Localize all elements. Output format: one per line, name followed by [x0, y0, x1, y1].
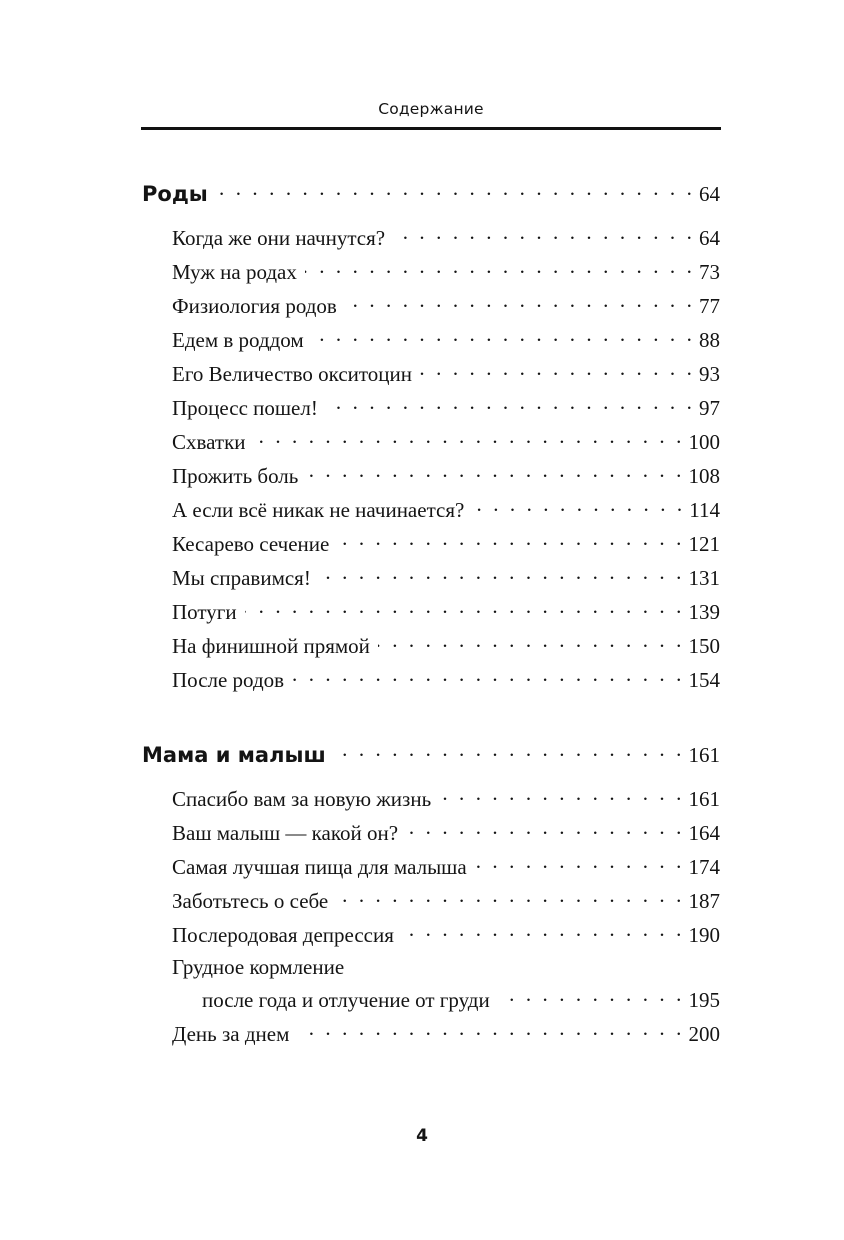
- dot-leader: [292, 666, 684, 687]
- toc-entry-title-line1[interactable]: Грудное кормление: [172, 955, 345, 979]
- toc-page-number: 139: [688, 600, 720, 624]
- toc-entry[interactable]: [142, 921, 720, 951]
- toc-entry-title: Заботьтесь о себе: [172, 889, 329, 913]
- toc-entry-title: Процесс пошел!: [172, 396, 318, 420]
- toc-page-number: 190: [688, 923, 720, 947]
- toc-page-number: 150: [688, 634, 720, 658]
- running-head: Содержание: [378, 100, 484, 118]
- toc-entry[interactable]: [142, 598, 720, 628]
- toc-entry-title: Схватки: [172, 430, 246, 454]
- dot-leader: [393, 224, 695, 245]
- toc-entry[interactable]: [142, 1020, 720, 1050]
- toc-page-number: 164: [688, 821, 720, 845]
- toc-page-number: 64: [699, 182, 720, 206]
- dot-leader: [312, 326, 695, 347]
- toc-entry[interactable]: [142, 258, 720, 288]
- toc-page-number: 108: [688, 464, 720, 488]
- toc-entry-title: Его Величество окситоцин: [172, 362, 412, 386]
- toc-section-rody[interactable]: [142, 180, 720, 210]
- toc-entry-title: Спасибо вам за новую жизнь: [172, 787, 432, 811]
- toc-entry[interactable]: [142, 326, 720, 356]
- toc-entry-title: Потуги: [172, 600, 237, 624]
- dot-leader: [319, 564, 685, 585]
- toc-page-number: 121: [688, 532, 720, 556]
- toc-entry-title: Мы справимся!: [172, 566, 311, 590]
- toc-entry-continuation[interactable]: [142, 986, 720, 1016]
- toc-entry[interactable]: [142, 530, 720, 560]
- dot-leader: [498, 986, 685, 1007]
- toc-entry[interactable]: [142, 632, 720, 662]
- toc-entry-title: Прожить боль: [172, 464, 299, 488]
- dot-leader: [378, 632, 685, 653]
- dot-leader: [420, 360, 695, 381]
- toc-entry-title: Физиология родов: [172, 294, 337, 318]
- toc-entry-title: Муж на родах: [172, 260, 297, 284]
- toc-page-number: 200: [688, 1022, 720, 1046]
- dot-leader: [326, 394, 695, 415]
- dot-leader: [245, 598, 685, 619]
- dot-leader: [297, 1020, 684, 1041]
- toc-page-number: 88: [699, 328, 720, 352]
- toc-page-number: 93: [699, 362, 720, 386]
- dot-leader: [334, 741, 685, 762]
- dot-leader: [337, 530, 684, 551]
- toc-section-title: Мама и малыш: [142, 743, 326, 767]
- toc-entry-title: А если всё никак не начинается?: [172, 498, 465, 522]
- toc-page-number: 161: [688, 787, 720, 811]
- toc-section-title: Роды: [142, 182, 208, 206]
- toc-page-number: 161: [688, 743, 720, 767]
- toc-page-number: 100: [688, 430, 720, 454]
- toc-page-number: 77: [699, 294, 720, 318]
- toc-page-number: 114: [689, 498, 720, 522]
- toc-page-number: 174: [688, 855, 720, 879]
- toc-entry-title: После родов: [172, 668, 285, 692]
- toc-entry[interactable]: [142, 428, 720, 458]
- toc-entry-title: Едем в роддом: [172, 328, 304, 352]
- toc-page-number: 97: [699, 396, 720, 420]
- toc-entry-title: Послеродовая депрессия: [172, 923, 394, 947]
- toc-entry-title: День за днем: [172, 1022, 290, 1046]
- toc-page-number: 64: [699, 226, 720, 250]
- toc-entry[interactable]: [142, 853, 720, 883]
- toc-entry[interactable]: [142, 785, 720, 815]
- toc-entry[interactable]: [142, 224, 720, 254]
- toc-entry-title: Когда же они начнутся?: [172, 226, 386, 250]
- toc-entry[interactable]: [142, 292, 720, 322]
- toc-entry[interactable]: [142, 819, 720, 849]
- toc-entry[interactable]: [142, 564, 720, 594]
- dot-leader: [345, 292, 695, 313]
- toc-page-number: 195: [688, 988, 720, 1012]
- toc-entry-title: На финишной прямой: [172, 634, 370, 658]
- toc-entry-title: Ваш малыш — какой он?: [172, 821, 399, 845]
- dot-leader: [402, 921, 685, 942]
- dot-leader: [439, 785, 684, 806]
- toc-entry[interactable]: [142, 360, 720, 390]
- toc-entry[interactable]: [142, 887, 720, 917]
- toc-page-number: 154: [688, 668, 720, 692]
- toc-entry[interactable]: [142, 462, 720, 492]
- dot-leader: [406, 819, 684, 840]
- dot-leader: [475, 853, 685, 874]
- toc-page-number: 73: [699, 260, 720, 284]
- dot-leader: [336, 887, 684, 908]
- toc-entry[interactable]: [142, 394, 720, 424]
- toc-entry[interactable]: [142, 496, 720, 526]
- toc-entry-title-line2: после года и отлучение от груди: [202, 988, 490, 1012]
- toc-entry[interactable]: [142, 666, 720, 696]
- dot-leader: [472, 496, 685, 517]
- page-number: 4: [416, 1126, 428, 1146]
- header-rule: [141, 127, 721, 130]
- dot-leader: [254, 428, 685, 449]
- dot-leader: [216, 180, 695, 201]
- toc-section-mama-i-malysh[interactable]: [142, 741, 720, 771]
- toc-entry-title: Кесарево сечение: [172, 532, 330, 556]
- dot-leader: [305, 258, 695, 279]
- dot-leader: [306, 462, 684, 483]
- toc-entry-title: Самая лучшая пища для малыша: [172, 855, 467, 879]
- toc-page-number: 187: [688, 889, 720, 913]
- toc-page-number: 131: [688, 566, 720, 590]
